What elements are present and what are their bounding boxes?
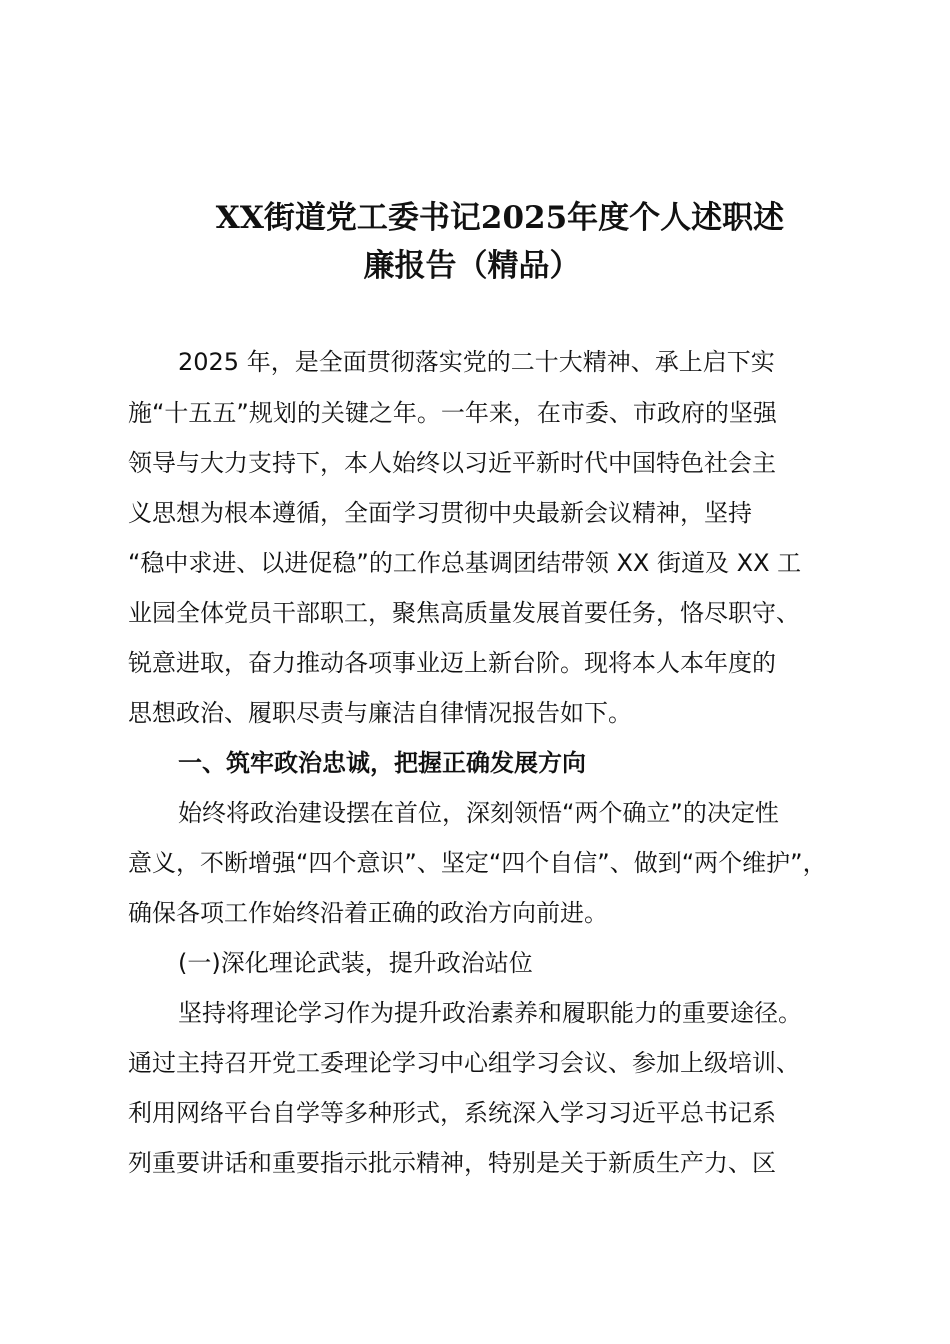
paragraph-line: 确保各项工作始终沿着正确的政治方向前进。 <box>128 899 608 927</box>
paragraph-line: 施“十五五”规划的关键之年。一年来，在市委、市政府的坚强 <box>128 399 777 427</box>
paragraph-line: 始终将政治建设摆在首位，深刻领悟“两个确立”的决定性 <box>178 799 779 827</box>
paragraph-line: 利用网络平台自学等多种形式，系统深入学习习近平总书记系 <box>128 1099 776 1127</box>
paragraph-line: 思想政治、履职尽责与廉洁自律情况报告如下。 <box>128 699 632 727</box>
paragraph-line: 义思想为根本遵循，全面学习贯彻中央最新会议精神，坚持 <box>128 499 752 527</box>
paragraph-line: “稳中求进、以进促稳”的工作总基调团结带领 XX 街道及 XX 工 <box>128 549 802 577</box>
paragraph-line: 2025 年，是全面贯彻落实党的二十大精神、承上启下实 <box>178 348 775 376</box>
paragraph-line: 领导与大力支持下，本人始终以习近平新时代中国特色社会主 <box>128 449 776 477</box>
document-title-line-1: XX街道党工委书记2025年度个人述职述 <box>215 200 785 236</box>
paragraph-line: 列重要讲话和重要指示批示精神，特别是关于新质生产力、区 <box>128 1149 776 1177</box>
section-heading: 一、筑牢政治忠诚，把握正确发展方向 <box>178 749 586 777</box>
paragraph-line: 意义，不断增强“四个意识”、坚定“四个自信”、做到“两个维护”， <box>128 849 827 877</box>
paragraph-line: 锐意进取，奋力推动各项事业迈上新台阶。现将本人本年度的 <box>128 649 776 677</box>
paragraph-line: 业园全体党员干部职工，聚焦高质量发展首要任务，恪尽职守、 <box>128 599 800 627</box>
document-title-line-2: 廉报告（精品） <box>363 248 581 284</box>
subsection-heading: (一)深化理论武装，提升政治站位 <box>178 949 533 977</box>
paragraph-line: 通过主持召开党工委理论学习中心组学习会议、参加上级培训、 <box>128 1049 800 1077</box>
paragraph-line: 坚持将理论学习作为提升政治素养和履职能力的重要途径。 <box>178 999 802 1027</box>
